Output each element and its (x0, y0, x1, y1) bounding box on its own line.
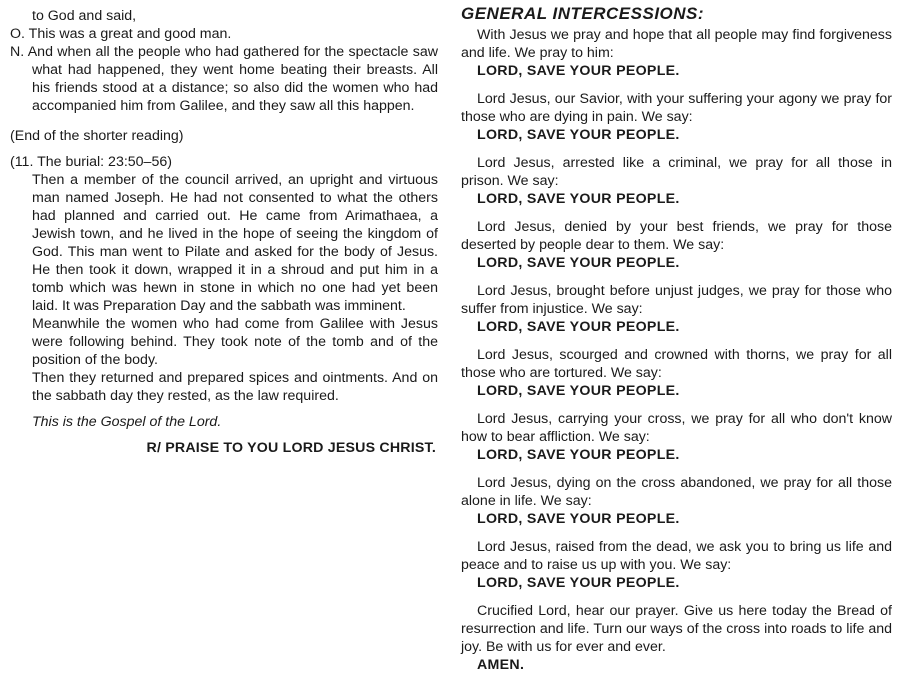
intercession-text: Lord Jesus, our Savior, with your suffering your agony we pray for those who are dying in pain. We say: (461, 91, 892, 125)
intercession-text: Lord Jesus, dying on the cross abandoned, we pray for all those alone in life. We say: (461, 475, 892, 509)
right-column (452, 0, 900, 673)
intercession-text: Lord Jesus, denied by your best friends, we pray for those deserted by people dear to them. We say: (461, 219, 892, 253)
intercession-item (461, 154, 892, 208)
line-to-god: to God and said, (32, 8, 137, 24)
intercession-refrain: LORD, SAVE YOUR PEOPLE. (477, 191, 680, 207)
intercession-text: Lord Jesus, carrying your cross, we pray for all who don't know how to bear affliction. We say: (461, 411, 892, 445)
intercession-text: Lord Jesus, arrested like a criminal, we pray for all those in prison. We say: (461, 155, 892, 189)
intercessions-title: GENERAL INTERCESSIONS: (461, 4, 705, 23)
intercession-refrain: LORD, SAVE YOUR PEOPLE. (477, 383, 680, 399)
intercession-item (461, 282, 892, 336)
officer-line: O. This was a great and good man. (10, 26, 232, 42)
intercession-refrain: LORD, SAVE YOUR PEOPLE. (477, 319, 680, 335)
burial-paragraph-2: Meanwhile the women who had come from Galilee with Jesus were following behind. They took note of the tomb and of the position of the body. (32, 316, 438, 368)
intercession-item (461, 410, 892, 464)
intercession-item (461, 346, 892, 400)
narrator-paragraph: N. And when all the people who had gathered for the spectacle saw what had happened, they went home beating their breasts. All his friends stood at a distance; so also did the women who had accompanied him from Galilee, and they saw all this happen. (10, 44, 438, 114)
gospel-response: R/ PRAISE TO YOU LORD JESUS CHRIST. (146, 440, 436, 456)
intercession-refrain: LORD, SAVE YOUR PEOPLE. (477, 127, 680, 143)
intercession-text: Crucified Lord, hear our prayer. Give us here today the Bread of resurrection and life. Turn our ways of the cross into roads to life and joy. Be with us for ever and ever. (461, 603, 892, 655)
intercession-refrain: LORD, SAVE YOUR PEOPLE. (477, 575, 680, 591)
intercession-item (461, 602, 892, 674)
intercessions-list (461, 26, 892, 674)
intercession-text: Lord Jesus, brought before unjust judges, we pray for those who suffer from injustice. We say: (461, 283, 892, 317)
intercession-text: Lord Jesus, scourged and crowned with thorns, we pray for all those who are tortured. We say: (461, 347, 892, 381)
burial-paragraph-3: Then they returned and prepared spices and ointments. And on the sabbath day they rested, as the law required. (32, 370, 438, 404)
intercession-text: Lord Jesus, raised from the dead, we ask you to bring us life and peace and to raise us up with you. We say: (461, 539, 892, 573)
intercession-item (461, 26, 892, 80)
intercession-item (461, 538, 892, 592)
intercession-item (461, 90, 892, 144)
intercession-item (461, 474, 892, 528)
intercession-refrain: LORD, SAVE YOUR PEOPLE. (477, 447, 680, 463)
intercession-item (461, 218, 892, 272)
burial-paragraph-1: Then a member of the council arrived, an upright and virtuous man named Joseph. He had not consented to what the others had planned and carried out. He came from Arimathaea, a Jewish town, and he lived in the hope of seeing the kingdom of God. This man went to Pilate and asked for the body of Jesus. He then took it down, wrapped it in a shroud and put him in a tomb which was hewn in stone in which no one had yet been laid. It was Preparation Day and the sabbath was imminent. (32, 172, 438, 314)
gospel-close: This is the Gospel of the Lord. (32, 414, 222, 430)
burial-heading: (11. The burial: 23:50–56) (10, 154, 172, 170)
intercession-refrain: LORD, SAVE YOUR PEOPLE. (477, 255, 680, 271)
intercession-refrain: LORD, SAVE YOUR PEOPLE. (477, 63, 680, 79)
end-shorter-reading: (End of the shorter reading) (10, 128, 184, 144)
intercession-refrain: AMEN. (477, 657, 525, 673)
left-column (0, 0, 450, 664)
intercession-refrain: LORD, SAVE YOUR PEOPLE. (477, 511, 680, 527)
intercession-text: With Jesus we pray and hope that all people may find forgiveness and life. We pray to him: (461, 27, 892, 61)
